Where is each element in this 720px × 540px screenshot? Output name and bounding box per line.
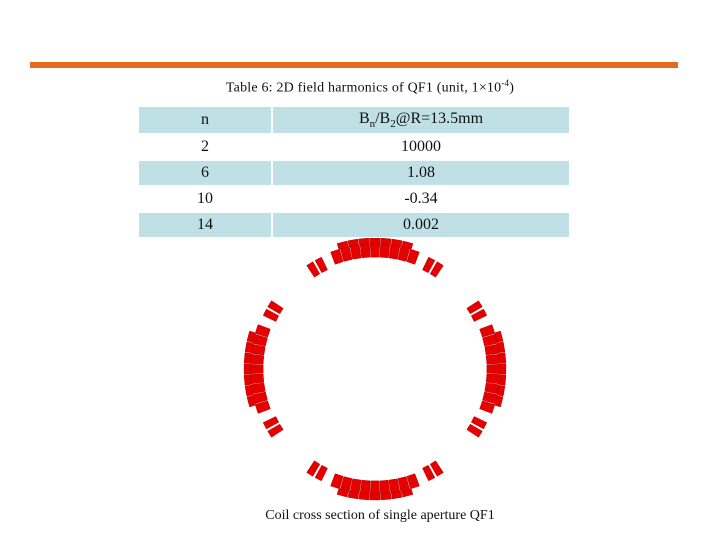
coil-left-block (245, 385, 253, 396)
coil-right-block (485, 383, 499, 394)
table-row (138, 160, 570, 186)
coil-top-block (360, 244, 370, 258)
table-header-row (138, 106, 570, 134)
top-rule (30, 62, 678, 68)
header-n: n (138, 106, 272, 134)
header-sub-2: 2 (390, 118, 396, 131)
header-value (272, 106, 570, 134)
caption-exponent: -4 (501, 78, 510, 88)
coil-top-block (350, 245, 361, 259)
coil-left-block (244, 353, 251, 364)
table-row (138, 186, 570, 212)
coil-bottom-block (391, 491, 402, 499)
table-row (138, 134, 570, 160)
coil-cross-section-figure (230, 238, 520, 503)
coil-top-block (370, 244, 379, 257)
coil-right-block (499, 353, 506, 364)
coil-right-block (486, 374, 500, 384)
coil-top-block (381, 238, 392, 245)
coil-left-block (245, 342, 253, 353)
cell-n: 2 (138, 134, 272, 160)
coil-right-block (500, 364, 506, 374)
coil-left-block (250, 364, 263, 373)
header-slash: /B (375, 109, 391, 127)
coil-top-block (389, 245, 400, 259)
coil-right-block (497, 342, 505, 353)
header-radius: @R=13.5mm (395, 109, 484, 127)
header-sub-n: n (369, 118, 376, 131)
figure-caption: Coil cross section of single aperture QF1 (265, 508, 495, 523)
table-row (138, 212, 570, 238)
table-caption (0, 78, 720, 97)
header-b: B (358, 109, 370, 127)
cell-value: 0.002 (272, 212, 570, 238)
coil-top-block (391, 239, 402, 247)
cell-value: 10000 (272, 134, 570, 160)
coil-right-block (486, 354, 500, 364)
coil-right-block (485, 344, 499, 355)
caption-text: Table 6: 2D field harmonics of QF1 (unit, 1×10 (225, 80, 502, 96)
cell-n: 14 (138, 212, 272, 238)
coil-top-block (370, 238, 380, 244)
coil-bottom-block (370, 481, 379, 494)
coil-bottom-block (348, 491, 359, 499)
cell-n: 6 (138, 160, 272, 186)
coil-bottom-block (389, 479, 400, 493)
coil-bottom-block (360, 480, 370, 494)
coil-bottom-block (370, 494, 380, 500)
coil-left-block (251, 344, 265, 355)
coil-top-block (348, 239, 359, 247)
coil-top-block (380, 244, 390, 258)
caption-suffix: ) (509, 80, 515, 96)
cell-value: -0.34 (272, 186, 570, 212)
coil-bottom-block (359, 493, 370, 500)
coil-left-block (251, 383, 265, 394)
coil-bottom-block (381, 493, 392, 500)
coil-bottom-block (350, 479, 361, 493)
coil-bottom-block (380, 480, 390, 494)
coil-right-block (497, 385, 505, 396)
coil-right-block (487, 364, 500, 373)
coil-right-block (499, 375, 506, 386)
harmonics-table (137, 105, 571, 239)
cell-n: 10 (138, 186, 272, 212)
coil-left-block (250, 374, 264, 384)
coil-top-block (359, 238, 370, 245)
coil-left-block (244, 364, 250, 374)
coil-left-block (250, 354, 264, 364)
coil-left-block (244, 375, 251, 386)
cell-value: 1.08 (272, 160, 570, 186)
